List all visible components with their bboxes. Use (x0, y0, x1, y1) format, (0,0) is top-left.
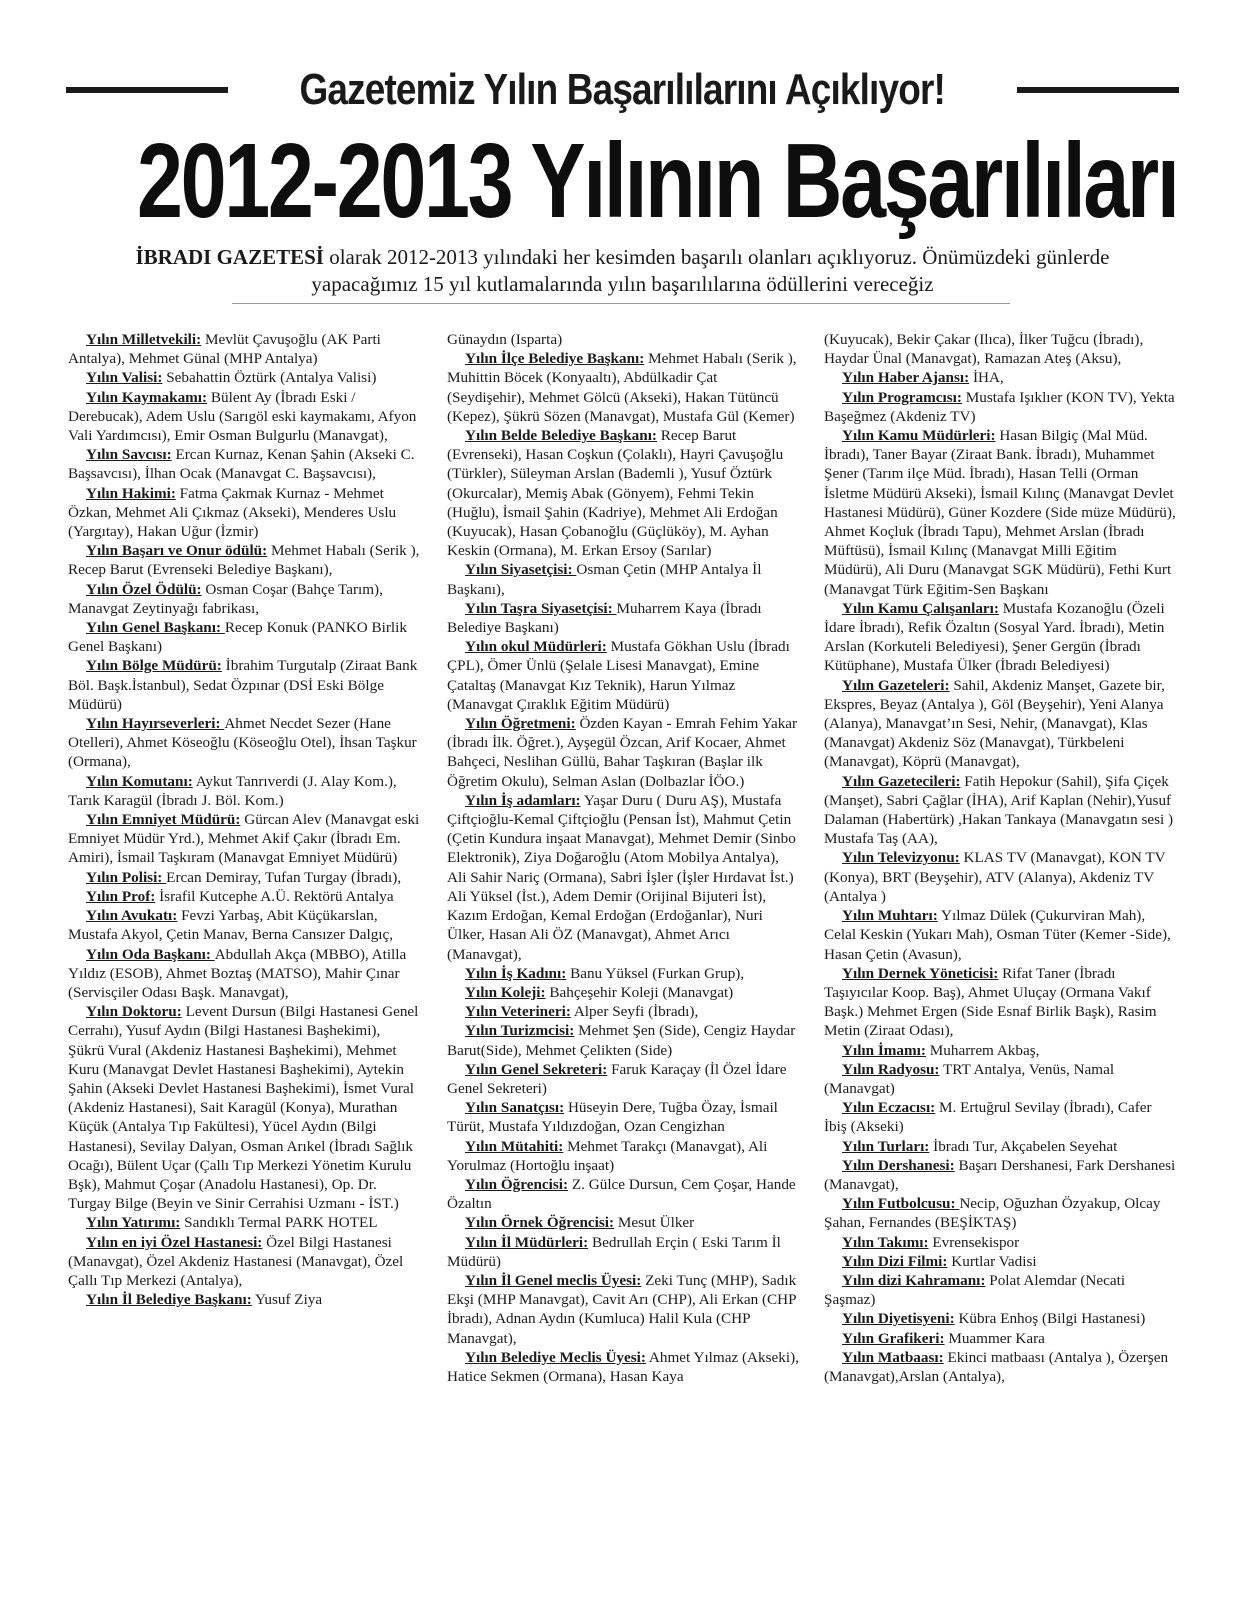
award-recipients: İHA, (969, 369, 1004, 387)
award-entry (447, 791, 799, 964)
award-entry (68, 714, 420, 772)
award-entry (447, 1348, 799, 1386)
award-entry (447, 330, 799, 349)
award-recipients: Muharrem Kaya (İbradı Belediye Başkanı) (447, 599, 762, 637)
award-category-label: Yılın İş Kadını: (465, 964, 567, 982)
award-category-label: Yılın İl Müdürleri: (465, 1233, 589, 1251)
award-recipients: Bahçeşehir Koleji (Manavgat) (545, 983, 734, 1001)
award-category-label: Yılın Valisi: (86, 369, 163, 387)
award-category-label: Yılın Turizmcisi: (465, 1022, 575, 1040)
award-recipients: İsrafil Kutcephe A.Ü. Rektörü Antalya (155, 887, 394, 905)
award-category-label: Yılın Turları: (842, 1137, 930, 1155)
award-recipients: Alper Seyfi (İbradı), (570, 1003, 699, 1021)
award-recipients: Ahmet Necdet Sezer (Hane Otelleri), Ahmet Köseoğlu (Köseoğlu Otel), İhsan Taşkur (Ormana), (68, 715, 417, 771)
award-entry (824, 1156, 1176, 1194)
award-entry (447, 349, 799, 426)
award-entry (824, 599, 1176, 676)
award-entry (824, 772, 1176, 849)
award-category-label: Yılın Özel Ödülü: (86, 580, 202, 598)
award-category-label: Yılın Belediye Meclis Üyesi: (465, 1348, 646, 1366)
award-recipients: Ercan Kurnaz, Kenan Şahin (Akseki C. Başsavcısı), İlhan Ocak (Manavgat C. Başsavcısı), (68, 446, 415, 483)
award-entry (824, 1271, 1176, 1309)
award-entry (824, 368, 1176, 387)
award-entry (447, 1021, 799, 1059)
award-entry (447, 426, 799, 560)
award-entry (824, 1060, 1176, 1098)
award-category-label: Yılın Örnek Öğrencisi: (465, 1214, 615, 1232)
award-category-label: Yılın İl Belediye Başkanı: (86, 1291, 252, 1309)
award-entry (447, 1271, 799, 1348)
award-category-label: Yılın Polisi: (86, 868, 167, 886)
award-category-label: Yılın Milletvekili: (86, 331, 202, 348)
kicker-banner (66, 62, 1179, 118)
award-entry (824, 1194, 1176, 1232)
award-entry (824, 388, 1176, 426)
award-category-label: Yılın Öğretmeni: (465, 715, 576, 733)
award-recipients: TRT Antalya, Venüs, Namal (Manavgat) (824, 1060, 1115, 1097)
award-recipients: Hasan Bilgiç (Mal Müd. İbradı), Taner Bayar (Ziraat Bank. İbradı), Muhammet Şener (Tarım ilçe Müd. İbradı), Hasan Telli (Orman İsletme Müdürü Akseki), İsmail Kılınç (Manavgat Devlet Hastanesi Müdürü), Güner Kozdere (Side müze Müdürü), Ahmet Koçluk (İbradı Tapu), Mehmet Arslan (İbradı Müftüsü), İsmail Kılınç (Manavgat Milli Eğitim Müdürü), Ali Duru (Manavgat SGK Müdürü), Fethi Kurt (Manavgat Türk Eğitim-Sen Başkanı (824, 427, 1176, 598)
award-recipients: Mustafa Kozanoğlu (Özeli İdare İbradı), Refik Özaltın (Sosyal Yard. İbradı), Metin Arslan (Korkuteli Belediyesi), Şener Gergün (İbradı Kütüphane), Mustafa Ülker (İbradı Belediyesi) (824, 599, 1165, 675)
award-category-label: Yılın Televizyonu: (842, 849, 960, 867)
award-category-label: Yılın Muhtarı: (842, 907, 938, 925)
award-recipients: Faruk Karaçay (İl Özel İdare Genel Sekreteri) (447, 1060, 787, 1097)
award-recipients: Rifat Taner (İbradı Taşıyıcılar Koop. Baş), Ahmet Uluçay (Ormana Vakıf Başk.) Mehmet Ergen (Side Esnaf Birlik Başk), Rasim Metin (Ziraat Odası), (824, 964, 1157, 1040)
award-entry (68, 772, 420, 810)
award-category-label: Yılın Siyasetçisi: (465, 561, 577, 579)
award-category-label: Yılın Takımı: (842, 1233, 929, 1251)
intro-paragraph (80, 244, 1165, 298)
award-entry (68, 1290, 420, 1309)
award-entry (68, 1213, 420, 1232)
award-recipients: Abdullah Akça (MBBO), Atilla Yıldız (ESOB), Ahmet Boztaş (MATSO), Mahir Çınar (Servisçiler Odası Başk. Manavgat), (68, 945, 407, 1001)
award-entry (68, 388, 420, 446)
award-recipients: İbrahim Turgutalp (Ziraat Bank Böl. Başk.İstanbul), Sedat Özpınar (DSİ Eski Bölge Müdürü) (68, 657, 418, 713)
award-entry (68, 945, 420, 1003)
award-recipients: (Kuyucak), Bekir Çakar (Ilıca), İlker Tuğcu (İbradı), Haydar Ünal (Manavgat), Ramazan Ateş (Aksu), (824, 331, 1144, 368)
award-recipients: Muharrem Akbaş, (925, 1041, 1040, 1059)
award-entry (824, 426, 1176, 599)
award-recipients: Başarı Dershanesi, Fark Dershanesi (Manavgat), (824, 1156, 1176, 1193)
award-category-label: Yılın İş adamları: (465, 791, 581, 809)
award-recipients: Banu Yüksel (Furkan Grup), (566, 964, 745, 982)
award-entry (68, 541, 420, 579)
award-entry (824, 1252, 1176, 1271)
award-recipients: Gürcan Alev (Manavgat eski Emniyet Müdür Yrd.), Mehmet Akif Çakır (İbradı Em. Amiri), İsmail Taşkıram (Manavgat Emniyet Müdürü) (68, 811, 420, 867)
award-category-label: Yılın Sanatçısı: (465, 1099, 565, 1117)
newspaper-name: İBRADI GAZETESİ (135, 245, 324, 269)
award-recipients: Yaşar Duru ( Duru AŞ), Mustafa Çiftçioğlu-Kemal Çiftçioğlu (Pensan İst), Mahmut Çetin (Çetin Kundura inşaat Manavgat), Mehmet Demir (Sinbo Elektronik), Ziya Doğaroğlu (Atom Mobilya Antalya), Ali Sahir Nariç (Ormana), Sabri İşler (İşler Hırdavat İst.) Ali Yüksel (İst.), Adem Demir (Orijinal Bijuteri İst), Kazım Erdoğan, Kemal Erdoğan (Erdoğanlar), Nuri Ülker, Hasan Ali ÖZ (Manavgat), Ahmet Arıcı (Manavgat), (447, 791, 796, 963)
award-recipients: Mustafa Işıklıer (KON TV), Yekta Başeğmez (Akdeniz TV) (824, 388, 1175, 425)
column-2 (447, 330, 799, 1386)
award-recipients: Mevlüt Çavuşoğlu (AK Parti Antalya), Mehmet Günal (MHP Antalya) (68, 331, 381, 368)
award-recipients: Mesut Ülker (614, 1214, 695, 1232)
award-category-label: Yılın Avukatı: (86, 907, 178, 925)
award-category-label: Yılın Belde Belediye Başkanı: (465, 427, 657, 445)
award-category-label: Yılın Genel Başkanı: (86, 619, 225, 637)
award-recipients: Sandıklı Termal PARK HOTEL (180, 1214, 378, 1232)
award-recipients: Osman Coşar (Bahçe Tarım), Manavgat Zeytinyağı fabrikası, (68, 580, 383, 617)
award-category-label: Yılın dizi Kahramanı: (842, 1271, 986, 1289)
award-recipients: Mehmet Habalı (Serik ), Recep Barut (Evrenseki Belediye Başkanı), (68, 542, 420, 579)
award-recipients: Fatih Hepokur (Sahil), Şifa Çiçek (Manşet), Sabri Çağlar (İHA), Arif Kaplan (Nehir),Yusuf Dalaman (Habertürk) ,Hakan Tankaya (Manavgatın sesi ) Mustafa Taş (AA), (824, 772, 1174, 848)
award-recipients: Ercan Demiray, Tufan Turgay (İbradı), (166, 868, 402, 886)
award-entry (824, 1309, 1176, 1328)
award-recipients: Z. Gülce Dursun, Cem Çoşar, Hande Özaltın (447, 1175, 796, 1213)
intro-divider (232, 303, 1010, 304)
award-entry (824, 676, 1176, 772)
main-headline: 2012-2013 Yılının Başarılıları (136, 122, 1178, 240)
award-entry (68, 868, 420, 887)
award-category-label: Yılın Savcısı: (86, 446, 172, 464)
award-category-label: Yılın Başarı ve Onur ödülü: (86, 542, 268, 560)
award-recipients: Yusuf Ziya (251, 1291, 323, 1309)
award-entry (68, 580, 420, 618)
award-entry (447, 599, 799, 637)
award-recipients: Polat Alemdar (Necati Şaşmaz) (824, 1271, 1126, 1309)
award-recipients: Fatma Çakmak Kurnaz - Mehmet Özkan, Mehmet Ali Çıkmaz (Akseki), Menderes Uslu (Yargıtay), Hakan Uğur (İzmir) (68, 484, 397, 541)
award-recipients: Necip, Oğuzhan Özyakup, Olcay Şahan, Fernandes (BEŞİKTAŞ) (824, 1195, 1161, 1232)
award-recipients: KLAS TV (Manavgat), KON TV (Konya), BRT (Beyşehir), ATV (Alanya), Akdeniz TV (Antalya ) (824, 849, 1166, 905)
award-recipients: Mehmet Tarakçı (Manavgat), Ali Yorulmaz (Hortoğlu inşaat) (447, 1137, 768, 1174)
award-category-label: Yılın Öğrencisi: (465, 1175, 569, 1193)
award-category-label: Yılın Doktoru: (86, 1003, 182, 1021)
award-entry (447, 983, 799, 1002)
award-category-label: Yılın Emniyet Müdürü: (86, 811, 241, 829)
award-entry (824, 964, 1176, 1041)
award-category-label: Yılın en iyi Özel Hastanesi: (86, 1233, 263, 1251)
award-recipients: Kübra Enhoş (Bilgi Hastanesi) (954, 1310, 1146, 1328)
award-category-label: Yılın İlçe Belediye Başkanı: (465, 350, 645, 368)
article-columns (68, 330, 1178, 1580)
award-recipients: Yılmaz Dülek (Çukurviran Mah), Celal Keskin (Yukarı Mah), Osman Tüter (Kemer -Side), Hasan Çetin (Avasun), (824, 907, 1171, 963)
award-category-label: Yılın Dernek Yöneticisi: (842, 964, 999, 982)
award-recipients: Sebahattin Öztürk (Antalya Valisi) (162, 369, 377, 387)
intro-line-1: olarak 2012-2013 yılındaki her kesimden başarılı olanları açıklıyoruz. Önümüzdeki günlerde (323, 245, 1110, 269)
award-entry (824, 1233, 1176, 1252)
intro-line-2: yapacağımız 15 yıl kutlamalarında yılın başarılılarına ödüllerini vereceğiz (311, 272, 934, 296)
award-recipients: Hüseyin Dere, Tuğba Özay, İsmail Türüt, Mustafa Yıldızdoğan, Ozan Cengizhan (447, 1099, 778, 1136)
award-recipients: M. Ertuğrul Sevilay (İbradı), Cafer İbiş (Akseki) (824, 1099, 1152, 1136)
award-recipients: Aykut Tanrıverdi (J. Alay Kom.), Tarık Karagül (İbradı J. Böl. Kom.) (68, 772, 397, 809)
award-entry (824, 1041, 1176, 1060)
award-entry (824, 1137, 1176, 1156)
award-recipients: Günaydın (Isparta) (447, 331, 563, 348)
award-category-label: Yılın Taşra Siyasetçisi: (465, 599, 617, 617)
award-category-label: Yılın Gazeteleri: (842, 676, 950, 694)
kicker-left-rule (66, 87, 228, 93)
award-entry (447, 637, 799, 714)
award-category-label: Yılın Gazetecileri: (842, 772, 961, 790)
award-entry (824, 1329, 1176, 1348)
award-category-label: Yılın Mütahiti: (465, 1137, 564, 1155)
award-recipients: Osman Çetin (MHP Antalya İl Başkanı), (447, 561, 762, 598)
award-entry (447, 964, 799, 983)
award-entry (68, 887, 420, 906)
award-entry (447, 1233, 799, 1271)
award-recipients: Fevzi Yarbaş, Abit Küçükarslan, Mustafa Akyol, Çetin Manav, Berna Cansızer Dalgıç, (68, 907, 394, 944)
award-entry (68, 906, 420, 944)
award-category-label: Yılın Yatırımı: (86, 1214, 181, 1232)
award-entry (68, 445, 420, 483)
award-entry (68, 1233, 420, 1291)
award-recipients: Bülent Ay (İbradı Eski / Derebucak), Adem Uslu (Sarıgöl eski kaymakamı, Afyon Vali Yardımcısı), Emir Osman Bulgurlu (Manavgat), (68, 388, 417, 445)
column-1 (68, 330, 420, 1309)
award-category-label: Yılın Kamu Çalışanları: (842, 599, 999, 617)
award-category-label: Yılın Genel Sekreteri: (465, 1060, 608, 1078)
award-entry (68, 618, 420, 656)
award-category-label: Yılın okul Müdürleri: (465, 638, 607, 656)
award-entry (447, 1098, 799, 1136)
award-category-label: Yılın Grafikeri: (842, 1329, 945, 1347)
award-entry (68, 656, 420, 714)
award-category-label: Yılın Hakimi: (86, 484, 176, 502)
award-category-label: Yılın Komutanı: (86, 772, 193, 790)
kicker-heading: Gazetemiz Yılın Başarılılarını Açıklıyor! (299, 65, 946, 114)
award-entry (447, 1137, 799, 1175)
award-category-label: Yılın Veterineri: (465, 1003, 571, 1021)
award-category-label: Yılın İl Genel meclis Üyesi: (465, 1271, 642, 1289)
award-category-label: Yılın Koleji: (465, 983, 546, 1001)
award-recipients: Ekinci matbaası (Antalya ), Özerşen (Manavgat),Arslan (Antalya), (824, 1348, 1169, 1385)
award-recipients: Recep Konuk (PANKO Birlik Genel Başkanı) (68, 619, 407, 656)
award-entry (824, 1348, 1176, 1386)
award-entry (447, 560, 799, 598)
award-category-label: Yılın Radyosu: (842, 1060, 940, 1078)
column-3 (824, 330, 1176, 1386)
award-category-label: Yılın Dizi Filmi: (842, 1252, 948, 1270)
award-entry (447, 1175, 799, 1213)
award-entry (447, 1002, 799, 1021)
award-category-label: Yılın Eczacısı: (842, 1099, 936, 1117)
award-entry (68, 368, 420, 387)
award-recipients: Mustafa Gökhan Uslu (İbradı ÇPL), Ömer Ünlü (Şelale Lisesi Manavgat), Emine Çataltaş (Manavgat Kız Teknik), Harun Yılmaz (Manavgat Çıraklık Eğitim Müdürü) (447, 638, 790, 713)
award-recipients: Özden Kayan - Emrah Fehim Yakar (İbradı İlk. Öğret.), Ayşegül Özcan, Arif Kocaer, Ahmet Bahçeci, Neslihan Güllü, Bahar Taşkıran (Başlar ilk Öğretim Okulu), Selman Aslan (Dolbazlar İÖO.) (447, 715, 798, 790)
award-recipients: Sahil, Akdeniz Manşet, Gazete bir, Ekspres, Beyaz (Antalya ), Göl (Beyşehir), Yeni Alanya (Alanya), Manavgat’ın Sesi, Nehir, (Manavgat), Klas (Manavgat) Akdeniz Söz (Manavgat), Türkbeleni (Manavgat), Köprü (Manavgat), (824, 676, 1165, 771)
award-entry (447, 1213, 799, 1232)
award-category-label: Yılın İmamı: (842, 1041, 926, 1059)
award-category-label: Yılın Matbaası: (842, 1348, 944, 1366)
award-recipients: Mehmet Şen (Side), Cengiz Haydar Barut(Side), Mehmet Çelikten (Side) (447, 1022, 796, 1059)
award-category-label: Yılın Kamu Müdürleri: (842, 427, 996, 445)
award-recipients: Muammer Kara (944, 1329, 1045, 1347)
award-entry (824, 848, 1176, 906)
award-category-label: Yılın Kaymakamı: (86, 388, 208, 406)
award-entry (824, 1098, 1176, 1136)
award-entry (824, 906, 1176, 964)
award-recipients: Bedrullah Erçin ( Eski Tarım İl Müdürü) (447, 1233, 781, 1270)
award-entry (447, 1060, 799, 1098)
award-entry (824, 330, 1176, 368)
award-entry (447, 714, 799, 791)
kicker-right-rule (1017, 87, 1179, 93)
award-category-label: Yılın Prof: (86, 887, 156, 905)
award-entry (68, 1002, 420, 1213)
award-category-label: Yılın Oda Başkanı: (86, 945, 215, 963)
award-entry (68, 484, 420, 542)
award-entry (68, 330, 420, 368)
award-category-label: Yılın Diyetisyeni: (842, 1310, 955, 1328)
award-recipients: Ahmet Yılmaz (Akseki), Hatice Sekmen (Ormana), Hasan Kaya (447, 1348, 799, 1385)
award-entry (68, 810, 420, 868)
award-category-label: Yılın Haber Ajansı: (842, 369, 970, 387)
award-recipients: Zeki Tunç (MHP), Sadık Ekşi (MHP Manavgat), Cavit Arı (CHP), Ali Erkan (CHP İbradı), Adnan Aydın (Kumluca) Halil Kula (CHP Manavgat), (447, 1271, 797, 1347)
award-category-label: Yılın Hayırseverleri: (86, 715, 225, 733)
award-category-label: Yılın Programcısı: (842, 388, 962, 406)
award-recipients: Kurtlar Vadisi (947, 1252, 1037, 1270)
award-recipients: Mehmet Habalı (Serik ), Muhittin Böcek (Konyaaltı), Abdülkadir Çat (Seydişehir), Mehmet Gölcü (Akseki), Hakan Tütüncü (Kepez), Şükrü Sözen (Manavgat), Mustafa Gül (Kemer) (447, 350, 797, 425)
award-recipients: Evrensekispor (928, 1233, 1020, 1251)
award-recipients: Levent Dursun (Bilgi Hastanesi Genel Cerrahı), Yusuf Aydın (Bilgi Hastanesi Başhekimi), Şükrü Vural (Akdeniz Hastanesi Başhekimi), Mehmet Kuru (Manavgat Devlet Hastanesi Başhekimi), Aytekin Şahin (Akseki Devlet Hastanesi Başhekimi), İsmet Vural (Akdeniz Hastanesi), Sait Karagül (Konya), Murathan Küçük (Antalya Tıp Fakültesi), Yücel Aydın (Bilgi Hastanesi), Sevilay Dalyan, Osman Arıkel (İbradı Sağlık Ocağı), Bülent Uçar (Çallı Tıp Merkezi Yönetim Kurulu Bşk), Mahmut Çoşar (Anadolu Hastanesi), Op. Dr. Turgay Bilge (Beyin ve Sinir Cerrahisi Uzmanı - İST.) (68, 1003, 419, 1213)
award-category-label: Yılın Futbolcusu: (842, 1195, 960, 1213)
award-category-label: Yılın Dershanesi: (842, 1156, 955, 1174)
award-recipients: Özel Bilgi Hastanesi (Manavgat), Özel Akdeniz Hastanesi (Manavgat), Özel Çallı Tıp Merkezi (Antalya), (68, 1233, 404, 1289)
award-category-label: Yılın Bölge Müdürü: (86, 657, 222, 675)
award-recipients: Recep Barut (Evrenseki), Hasan Coşkun (Çolaklı), Hayri Çavuşoğlu (Türkler), Süleyman Arslan (Bademli ), Yusuf Öztürk (Okurcalar), Memiş Abak (Gönyem), Fehmi Tekin (Huğlu), İsmail Şahin (Kadriye), Mehmet Ali Erdoğan (Kuyucak), Hasan Çobanoğlu (Güçlüköy), M. Ayhan Keskin (Ormana), M. Erkan Ersoy (Sarılar) (447, 427, 784, 560)
award-recipients: İbradı Tur, Akçabelen Seyehat (929, 1137, 1118, 1155)
